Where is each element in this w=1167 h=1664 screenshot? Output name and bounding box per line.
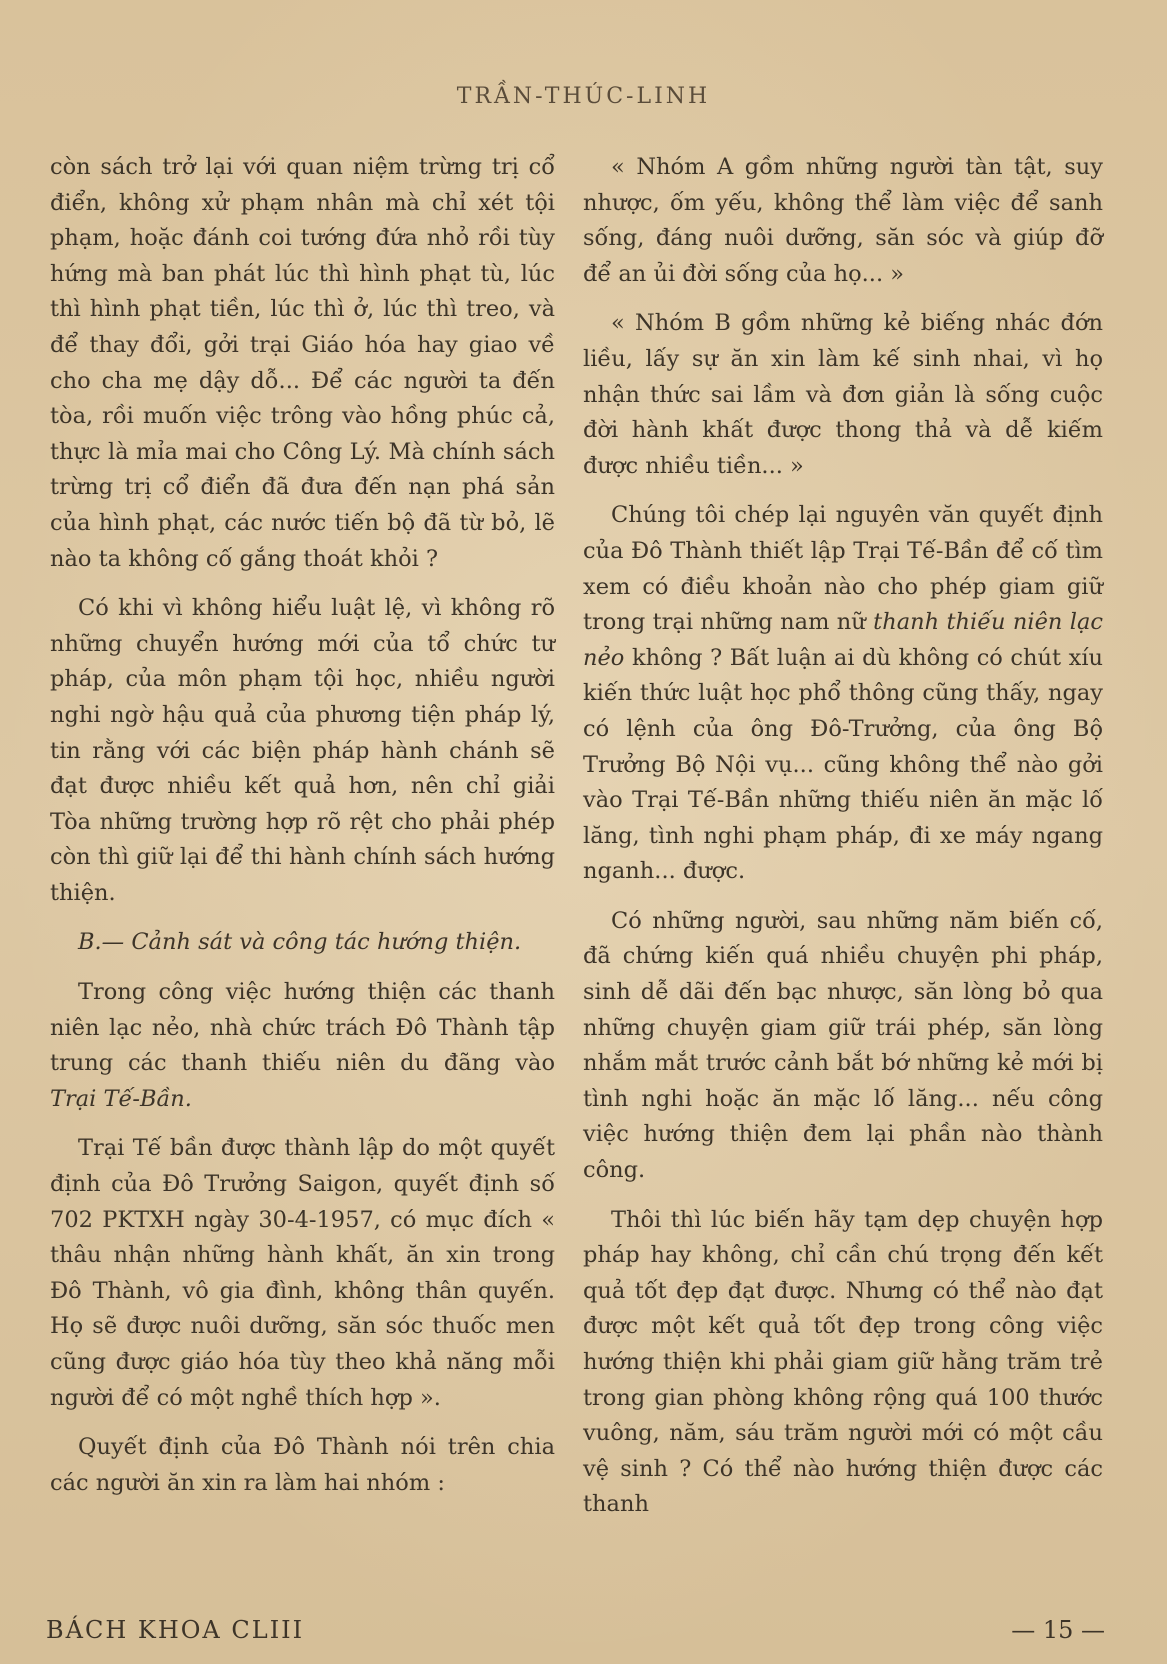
paragraph bbox=[583, 498, 1103, 890]
paragraph-text: Chúng tôi chép lại nguyên văn quyết định của Đô Thành thiết lập Trại Tế-Bần để cố tìm xem có điều khoản nào cho phép giam giữ trong trại những nam nữ bbox=[583, 502, 1103, 636]
paragraph-text: Trong công việc hướng thiện các thanh niên lạc nẻo, nhà chức trách Đô Thành tập trung các thanh thiếu niên du đãng vào bbox=[50, 979, 555, 1077]
running-head: TRẦN-THÚC-LINH bbox=[456, 84, 711, 109]
paragraph: Có khi vì không hiểu luật lệ, vì không rõ những chuyển hướng mới của tổ chức tư pháp, của môn phạm tội học, nhiều người nghi ngờ hậu quả của phương tiện pháp lý, tin rằng với các biện pháp hành chánh sẽ đạt được nhiều kết quả hơn, nên chỉ giải Tòa những trường hợp rõ rệt cho phải phép còn thì giữ lại để thi hành chính sách hướng thiện. bbox=[50, 595, 555, 906]
emphasis-text: Trại Tế-Bần. bbox=[50, 1085, 192, 1112]
paragraph-text: không ? Bất luận ai dù không có chút xíu kiến thức luật học phổ thông cũng thấy, ngay có lệnh của ông Đô-Trưởng, của ông Bộ Trưởng Bộ Nội vụ... cũng không thể nào gởi vào Trại Tế-Bần những thiếu niên ăn mặc lố lăng, tình nghi phạm pháp, đi xe máy ngang nganh... được. bbox=[583, 644, 1104, 885]
paragraph: Thôi thì lúc biến hãy tạm dẹp chuyện hợp pháp hay không, chỉ cần chú trọng đến kết quả tốt đẹp đạt được. Nhưng có thể nào đạt được một kết quả tốt đẹp trong công việc hướng thiện khi phải giam giữ hằng trăm trẻ trong gian phòng không rộng quá 100 thước vuông, năm, sáu trăm người mới có một cầu vệ sinh ? Có thể nào hướng thiện được các thanh bbox=[583, 1206, 1103, 1518]
magazine-name: BÁCH KHOA CLIII bbox=[46, 1616, 305, 1644]
left-column bbox=[50, 150, 555, 1515]
page-number: — 15 — bbox=[1011, 1616, 1105, 1644]
paragraph: còn sách trở lại với quan niệm trừng trị cổ điển, không xử phạm nhân mà chỉ xét tội phạm, hoặc đánh coi tướng đứa nhỏ rồi tùy hứng mà ban phát lúc thì hình phạt tù, lúc thì hình phạt tiền, lúc thì ở, lúc thì treo, và để thay đổi, gởi trại Giáo hóa hay giao về cho cha mẹ dậy dỗ... Để các người ta đến tòa, rồi muốn việc trông vào hồng phúc cả, thực là mỉa mai cho Công Lý. Mà chính sách trừng trị cổ điển đã đưa đến nạn phá sản của hình phạt, các nước tiến bộ đã từ bỏ, lẽ nào ta không cố gắng thoát khỏi ? bbox=[50, 154, 555, 572]
quote-paragraph: « Nhóm A gồm những người tàn tật, suy nhược, ốm yếu, không thể làm việc để sanh sống, đáng nuôi dưỡng, săn sóc và giúp đỡ để an ủi đời sống của họ... » bbox=[583, 154, 1103, 287]
section-heading: B.— Cảnh sát và công tác hướng thiện. bbox=[78, 929, 522, 956]
paragraph: Quyết định của Đô Thành nói trên chia các người ăn xin ra làm hai nhóm : bbox=[50, 1434, 555, 1496]
paragraph: Có những người, sau những năm biến cố, đã chứng kiến quá nhiều chuyện phi pháp, sinh dễ dãi đến bạc nhược, săn lòng bỏ qua những chuyện giam giữ trái phép, săn lòng nhắm mắt trước cảnh bắt bớ những kẻ mới bị tình nghi hoặc ăn mặc lố lăng... nếu công việc hướng thiện đem lại phần nào thành công. bbox=[583, 907, 1103, 1184]
emphasis-text: thanh thiếu niên lạc nẻo bbox=[583, 609, 1104, 671]
paragraph bbox=[50, 975, 555, 1117]
footer bbox=[0, 1616, 1167, 1652]
quote-paragraph: « Nhóm B gồm những kẻ biếng nhác đớn liều, lấy sự ăn xin làm kế sinh nhai, vì họ nhận thức sai lầm và đơn giản là sống cuộc đời hành khất được thong thả và dễ kiếm được nhiều tiền... » bbox=[583, 310, 1103, 479]
paragraph: Trại Tế bần được thành lập do một quyết định của Đô Trưởng Saigon, quyết định số 702 PKTXH ngày 30-4-1957, có mục đích « thâu nhận những hành khất, ăn xin trong Đô Thành, vô gia đình, không thân quyến. Họ sẽ được nuôi dưỡng, săn sóc thuốc men cũng được giáo hóa tùy theo khả năng mỗi người để có một nghề thích hợp ». bbox=[50, 1135, 555, 1411]
right-column bbox=[583, 150, 1103, 1537]
